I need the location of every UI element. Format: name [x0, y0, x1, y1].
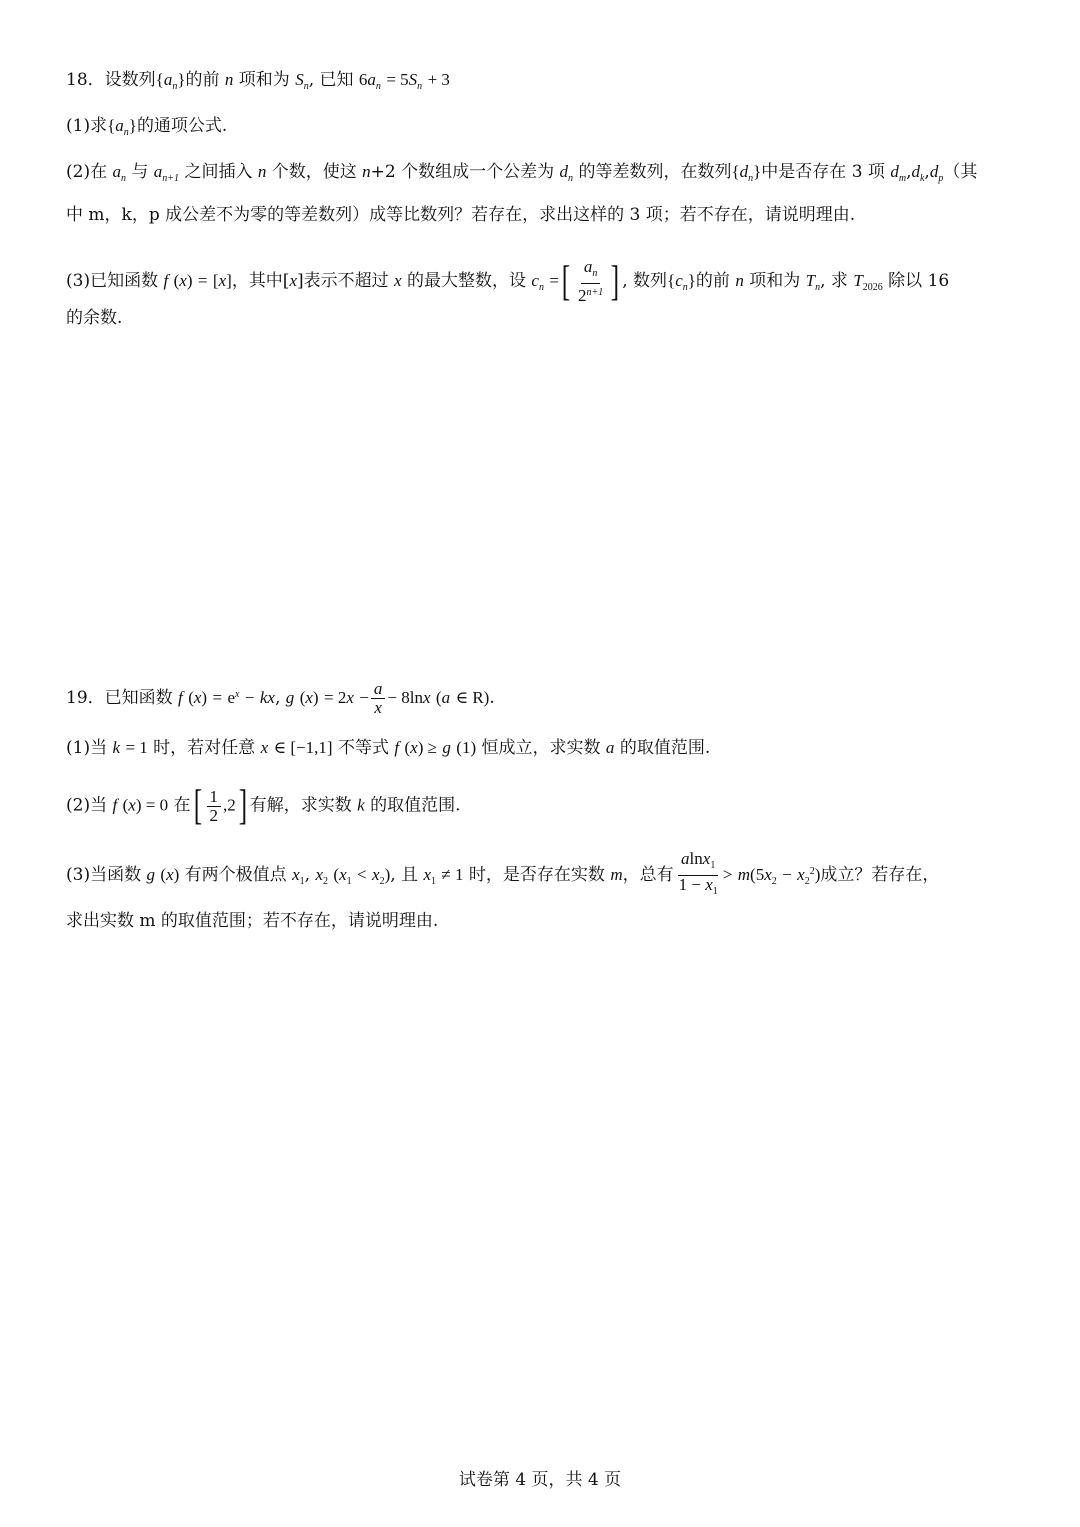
q19-part2: (2)当 f (x) = 0 在[ $\frac{1}{2}$ ,2] 有解，求实数 k 的取值范围.	[66, 783, 461, 829]
fraction-alnx1-over-1-x1: $\frac{alnx_1}{1 - x_1}$	[678, 849, 718, 897]
q19-part3-line2: 求出实数 m 的取值范围；若不存在，请说明理由.	[66, 911, 439, 931]
q18-part3-line2: 的余数.	[66, 308, 123, 328]
q18-part1: (1)求$\{a_n\}$的通项公式.	[66, 116, 228, 138]
q19-intro: 19．已知函数 f $(x) = e^x$ − kx, g (x) = 2x − $\frac{a}{x}$ − 8lnx (a ∈ R).	[66, 679, 495, 717]
q19-part3-line1: (3)当函数 g (x) 有两个极值点 $x_1$, $x_2$ $(x_1 < x_2)$, 且 $x_1 \ne 1$ 时，是否存在实数 m，总有 $\frac{alnx_1}{1 - x_1}$ > $m(5x_2 - x_2^2)$成立？若存在，	[66, 850, 939, 902]
fraction-a-over-x: $\frac{a}{x}$	[371, 680, 386, 717]
fraction-one-half: $\frac{1}{2}$	[207, 788, 222, 825]
q18-part2-line1: (2)在 $a_n$ 与 $a_{n+1}$ 之间插入 n 个数，使这 n+2 个数组成一个公差为 $d_n$ 的等差数列，在数列$\{d_n\}$中是否存在 3 项 $d_m,d_k,d_p$（其	[66, 162, 978, 184]
q18-part2-line2: 中 m，k，p 成公差不为零的等差数列）成等比数列？若存在，求出这样的 3 项；若不存在，请说明理由.	[66, 205, 856, 225]
q19-part1: (1)当 k = 1 时，若对任意 x ∈ [−1,1] 不等式 f (x) ≥ g (1) 恒成立，求实数 a 的取值范围.	[66, 738, 711, 758]
page-footer: 试卷第 4 页，共 4 页	[458, 1470, 622, 1490]
fraction-an-over-2n1: $\frac{a_n}{2^{n+1}}$	[577, 257, 604, 305]
q18-part3-line1: (3)已知函数 f (x) = [x]，其中[x]表示不超过 x 的最大整数，设 $c_n$ =[ $\frac{a_n}{2^{n+1}}$ ] , 数列$\{c_n\}$的前 n 项和为 $T_n$, 求 $T_{2026}$ 除以 16	[66, 257, 950, 305]
q18-intro: 18．设数列$\{a_n\}$的前 n 项和为 $S_n$, 已知 $6a_n = 5S_n + 3$	[66, 70, 450, 92]
